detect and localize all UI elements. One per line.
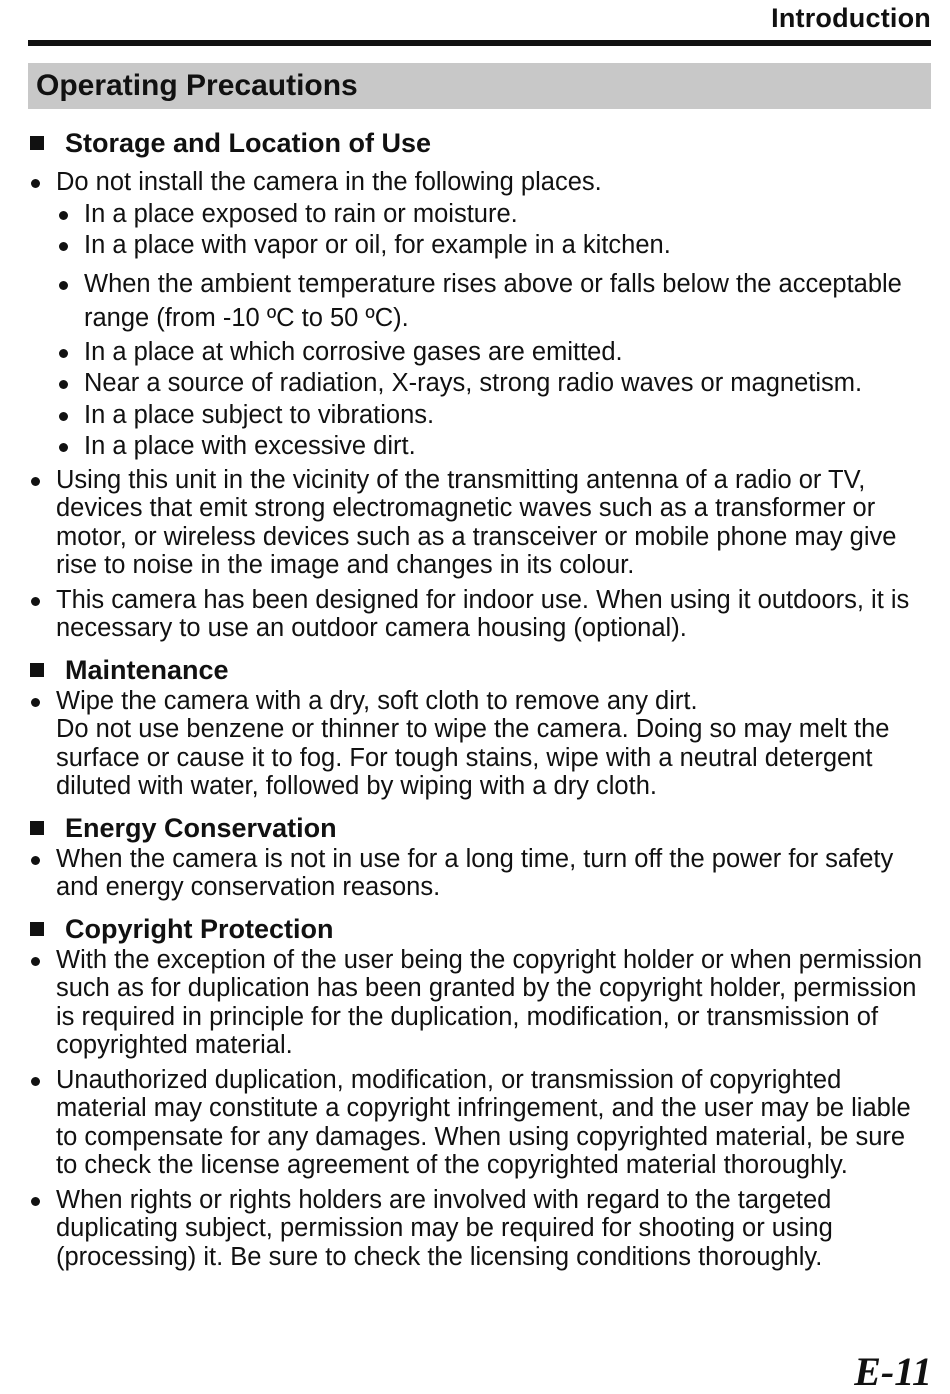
sub-list-item: In a place with vapor or oil, for example in a kitchen. (28, 231, 931, 260)
section-heading-maintenance: Maintenance (28, 653, 931, 687)
list-item: This camera has been designed for indoor use. When using it outdoors, it is necessary to use an outdoor camera housing (optional). (28, 586, 931, 643)
bullet-icon (59, 211, 68, 220)
list-item: Unauthorized duplication, modification, or transmission of copyrighted material may constitute a copyright infringement, and the user may be liable to compensate for any damages. When using copyrighted material, be sure to check the license agreement of the copyrighted material thoroughly. (28, 1066, 931, 1180)
bullet-icon (31, 1077, 40, 1086)
section-heading-copyright: Copyright Protection (28, 912, 931, 946)
sub-list-item: Near a source of radiation, X-rays, strong radio waves or magnetism. (28, 369, 931, 398)
list-item: When rights or rights holders are involved with regard to the targeted duplicating subject, permission may be required for shooting or using (processing) it. Be sure to check the licensing conditions thoroughly. (28, 1186, 931, 1272)
running-header: Introduction (771, 3, 931, 33)
bullet-icon (31, 957, 40, 966)
square-bullet-icon (30, 136, 44, 150)
bullet-icon (31, 698, 40, 707)
bullet-icon (31, 179, 40, 188)
bullet-icon (59, 281, 68, 290)
section-heading-energy: Energy Conservation (28, 811, 931, 845)
content (28, 126, 931, 1271)
sub-list-item: When the ambient temperature rises above or falls below the acceptable range (from -10 ºC to 50 ºC). (28, 267, 931, 335)
page-number: E-11 (854, 1349, 932, 1394)
list-item: When the camera is not in use for a long time, turn off the power for safety and energy conservation reasons. (28, 845, 931, 902)
square-bullet-icon (30, 663, 44, 677)
section-heading-storage: Storage and Location of Use (28, 126, 931, 160)
bullet-icon (59, 380, 68, 389)
bullet-icon (31, 597, 40, 606)
sub-list-item: In a place at which corrosive gases are emitted. (28, 338, 931, 367)
header-rule (28, 40, 931, 46)
bullet-icon (31, 1197, 40, 1206)
bullet-icon (59, 443, 68, 452)
list-item: With the exception of the user being the copyright holder or when permission such as for duplication has been granted by the copyright holder, permission is required in principle for the duplication, modification, or transmission of copyrighted material. (28, 946, 931, 1060)
page-title-bar (28, 63, 931, 109)
square-bullet-icon (30, 821, 44, 835)
sub-list-item: In a place with excessive dirt. (28, 432, 931, 461)
sub-list-item: In a place exposed to rain or moisture. (28, 200, 931, 229)
bullet-icon (31, 477, 40, 486)
list-item: Wipe the camera with a dry, soft cloth to remove any dirt. Do not use benzene or thinner to wipe the camera. Doing so may melt the surface or cause it to fog. For tough stains, wipe with a neutral detergent diluted with water, followed by wiping with a dry cloth. (28, 687, 931, 801)
bullet-icon (59, 412, 68, 421)
bullet-icon (31, 856, 40, 865)
bullet-icon (59, 349, 68, 358)
sub-list-item: In a place subject to vibrations. (28, 401, 931, 430)
list-item: Do not install the camera in the following places. (28, 168, 931, 197)
bullet-icon (59, 242, 68, 251)
square-bullet-icon (30, 922, 44, 936)
page-title: Operating Precautions (36, 69, 358, 102)
list-item: Using this unit in the vicinity of the transmitting antenna of a radio or TV, devices that emit strong electromagnetic waves such as a transformer or motor, or wireless devices such as a transceiver or mobile phone may give rise to noise in the image and changes in its colour. (28, 466, 931, 580)
